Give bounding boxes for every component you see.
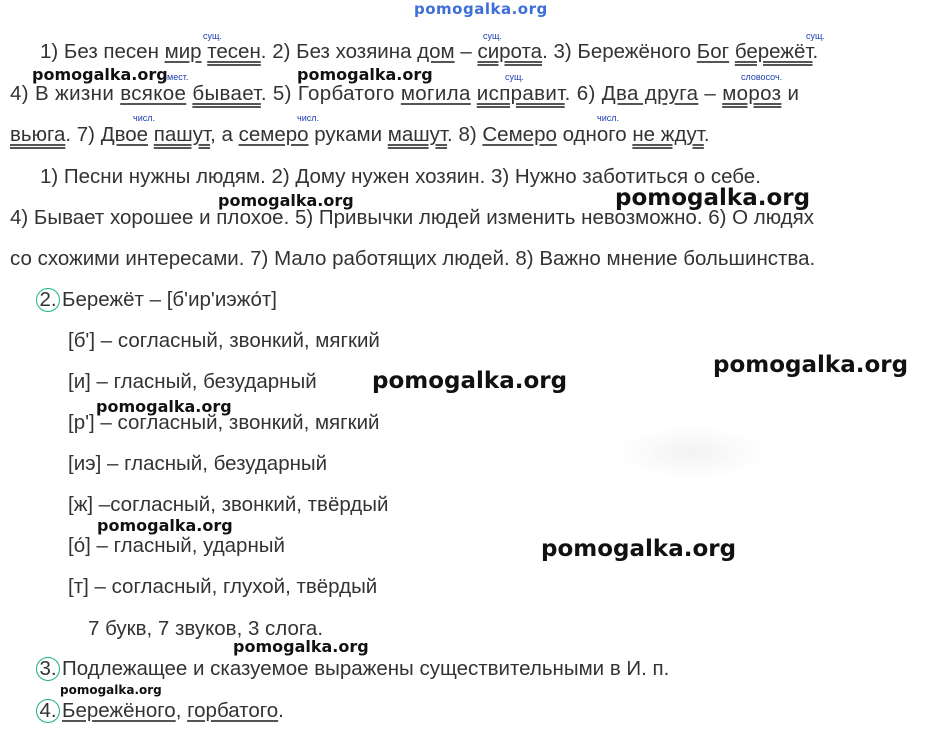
watermark: pomogalka.org — [615, 185, 811, 211]
meaning-line-3: со схожими интересами. 7) Мало работящих людей. 8) Важно мнение большинства. — [10, 247, 816, 270]
watermark: pomogalka.org — [32, 65, 168, 84]
watermark: pomogalka.org — [297, 65, 433, 84]
task-number-circle: 4. — [36, 699, 60, 723]
watermark: pomogalka.org — [372, 368, 568, 394]
task-number-circle: 2. — [36, 288, 60, 312]
label-numeral: числ. — [297, 113, 319, 123]
task-3: 3. Подлежащее и сказуемое выражены существительными в И. п. — [36, 657, 669, 681]
label-pronoun: мест. — [167, 72, 189, 82]
proverbs-line-1: 1) Без песен мир тесен. 2) Без хозяина дом – сирота. 3) Бережёного Бог бережёт. — [40, 40, 819, 63]
label-noun: сущ. — [806, 31, 825, 41]
label-numeral: числ. — [133, 113, 155, 123]
watermark: pomogalka.org — [97, 516, 233, 535]
watermark: pomogalka.org — [233, 637, 369, 656]
label-phrase: словосоч. — [741, 72, 783, 82]
watermark: pomogalka.org — [713, 352, 909, 378]
sound-row: [ж] –согласный, звонкий, твёрдый — [68, 493, 389, 516]
sound-row: [иэ] – гласный, безударный — [68, 452, 328, 475]
sound-row: [т] – согласный, глухой, твёрдый — [68, 575, 378, 598]
proverbs-line-2: 4) В жизни всякое бывает. 5) Горбатого могила исправит. 6) Два друга – мороз и — [10, 82, 800, 105]
letters-sounds-summary: 7 букв, 7 звуков, 3 слога. — [88, 617, 324, 640]
task-number-circle: 3. — [36, 657, 60, 681]
task-4: 4. Бережёного, горбатого. — [36, 699, 284, 723]
watermark: pomogalka.org — [96, 397, 232, 416]
sound-row: [р'] – согласный, звонкий, мягкий — [68, 411, 380, 434]
meaning-line-2: 4) Бывает хорошее и плохое. 5) Привычки людей изменить невозможно. 6) О людях — [10, 206, 814, 229]
label-numeral: числ. — [597, 113, 619, 123]
task-2-heading: 2. Бережёт – [б'ир'иэжо́т] — [36, 288, 277, 312]
sound-row: [и] – гласный, безударный — [68, 370, 317, 393]
watermark: pomogalka.org — [541, 536, 737, 562]
faded-smudge — [612, 425, 772, 480]
watermark: pomogalka.org — [60, 683, 162, 697]
meaning-line-1: 1) Песни нужны людям. 2) Дому нужен хозяин. 3) Нужно заботиться о себе. — [40, 165, 761, 188]
proverbs-line-3: вьюга. 7) Двое пашут, а семеро руками машут. 8) Семеро одного не ждут. — [10, 123, 710, 146]
watermark: pomogalka.org — [218, 191, 354, 210]
label-noun: сущ. — [203, 31, 222, 41]
label-noun: сущ. — [483, 31, 502, 41]
sound-row: [о́] – гласный, ударный — [68, 534, 285, 557]
label-noun: сущ. — [505, 72, 524, 82]
sound-row: [б'] – согласный, звонкий, мягкий — [68, 329, 380, 352]
header-watermark: pomogalka.org — [414, 0, 548, 18]
